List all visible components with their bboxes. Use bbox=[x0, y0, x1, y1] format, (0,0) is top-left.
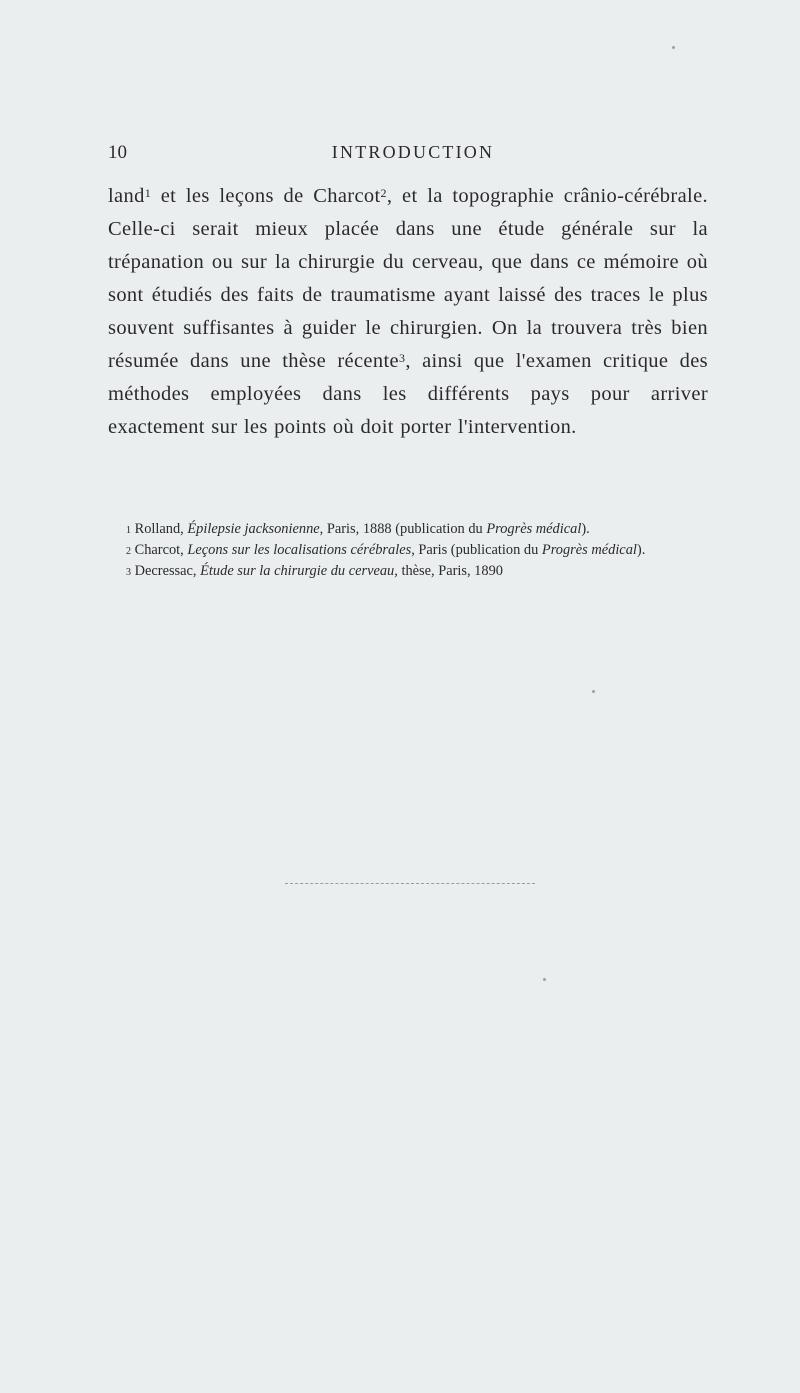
running-head: INTRODUCTION bbox=[331, 142, 495, 162]
footnote bbox=[108, 519, 708, 540]
footnote-ref: 1 bbox=[144, 186, 152, 200]
footnotes bbox=[108, 519, 708, 582]
page-number: 10 bbox=[108, 142, 127, 163]
body-text-part: et les leçons de Charcot bbox=[151, 185, 381, 207]
footnote-author: Rolland, bbox=[134, 521, 188, 537]
footnote-author: Charcot, bbox=[134, 542, 188, 558]
body-text-part: , ainsi que l'examen critique des méthodes employées dans les différents pays pour arriver exactement sur les points où doit porter l'intervention. bbox=[108, 350, 709, 438]
footnote-mark: 1 bbox=[126, 525, 131, 536]
footnote-journal: Progrès médical bbox=[486, 521, 582, 537]
body-text-part: land bbox=[108, 185, 145, 207]
footnote-title: Leçons sur les localisations cérébrales bbox=[187, 542, 412, 558]
footnote-text: ). bbox=[581, 521, 590, 537]
page-header bbox=[108, 142, 708, 168]
footnote-text: ). bbox=[636, 542, 646, 558]
paper-speck bbox=[543, 978, 546, 981]
footnote-text: , thèse, Paris, 1890 bbox=[394, 563, 503, 579]
footnote-author: Decressac, bbox=[134, 563, 201, 579]
footnote-ref: 3 bbox=[398, 351, 406, 365]
paper-speck bbox=[672, 46, 675, 49]
footnote bbox=[108, 540, 708, 561]
body-paragraph bbox=[108, 180, 708, 444]
footnote-ref: 2 bbox=[380, 186, 387, 200]
footnote bbox=[108, 561, 708, 582]
footnote-mark: 3 bbox=[126, 567, 131, 578]
body-text-part: , et la topographie crânio-cérébrale. Celle-ci serait mieux placée dans une étude générale sur la trépanation ou sur la chirurgie du cerveau, que dans ce mémoire où sont étudiés des faits de traumatisme ayant laissé des traces le plus souvent suffisantes à guider le chirurgien. On la trouvera très bien résumée dans une thèse récente bbox=[108, 185, 708, 372]
footnote-title: Étude sur la chirurgie du cerveau bbox=[200, 563, 395, 579]
paper-speck bbox=[592, 690, 595, 693]
bleed-through-rule bbox=[285, 883, 535, 884]
footnote-mark: 2 bbox=[126, 546, 131, 557]
footnote-text: , Paris, 1888 (publication du bbox=[319, 521, 487, 537]
footnote-text: , Paris (publication du bbox=[411, 542, 542, 558]
footnote-journal: Progrès médical bbox=[541, 542, 637, 558]
footnote-title: Épilepsie jacksonienne bbox=[187, 521, 320, 537]
